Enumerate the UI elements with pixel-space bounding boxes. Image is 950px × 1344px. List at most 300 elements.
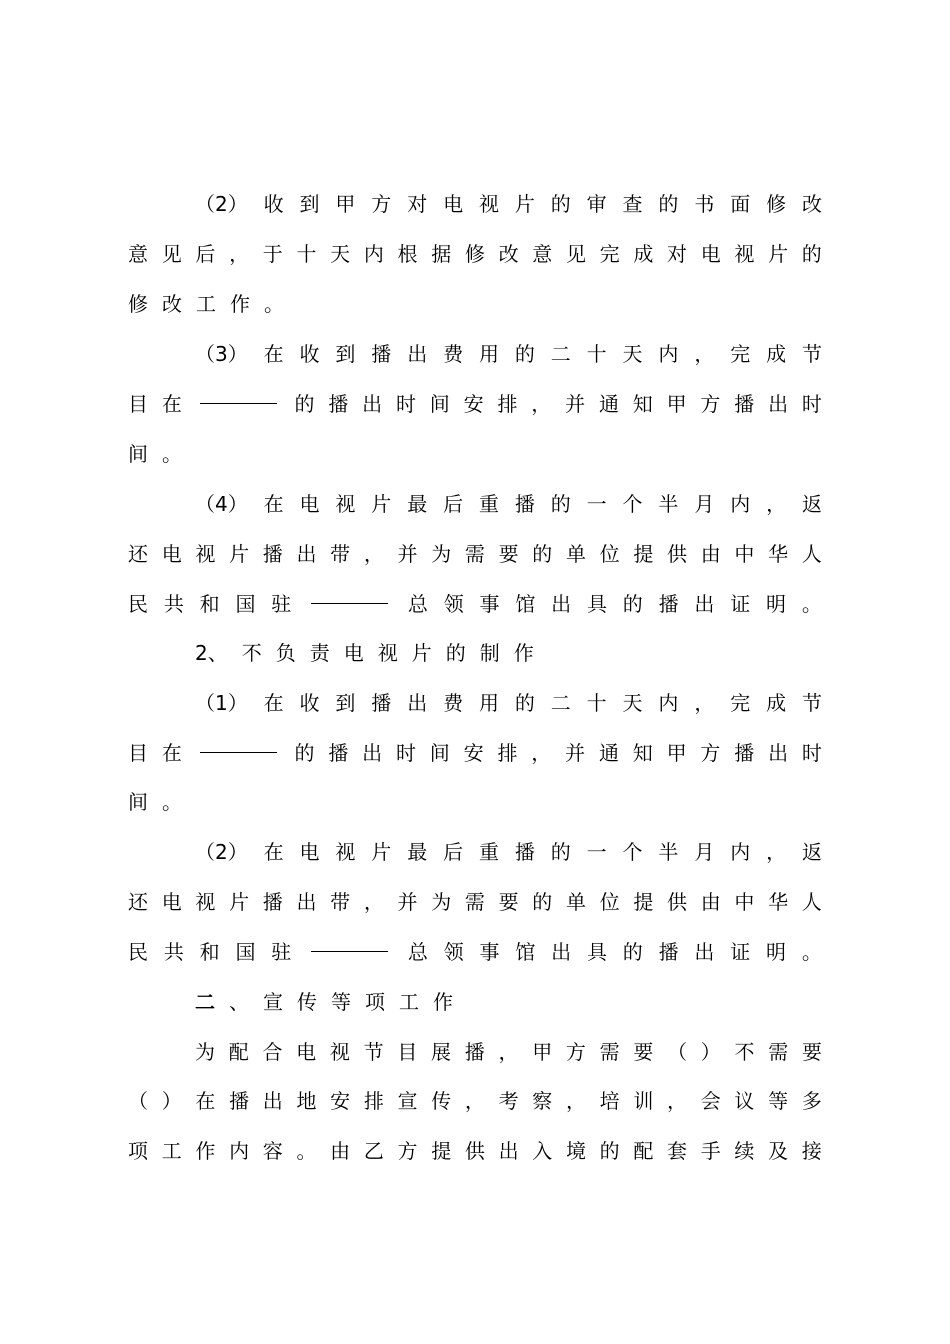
text-line bbox=[128, 785, 822, 819]
text-glyph: 续 bbox=[734, 1139, 755, 1163]
text-glyph: 内 bbox=[363, 242, 384, 266]
text-glyph: 在 bbox=[263, 691, 284, 715]
text-glyph: 带 bbox=[330, 542, 351, 566]
text-glyph: 配 bbox=[633, 1139, 654, 1163]
text-line bbox=[195, 686, 822, 720]
text-glyph: 传 bbox=[431, 1089, 452, 1113]
text-glyph: 电 bbox=[299, 840, 320, 864]
text-glyph: 领 bbox=[443, 592, 464, 616]
text-glyph: 间 bbox=[429, 741, 450, 765]
text-glyph: 间 bbox=[128, 790, 148, 814]
text-glyph: 的 bbox=[658, 192, 679, 216]
text-glyph: 等 bbox=[768, 1089, 789, 1113]
text-glyph: 通 bbox=[598, 741, 619, 765]
text-glyph: 接 bbox=[801, 1139, 822, 1163]
text-glyph: 提 bbox=[633, 890, 654, 914]
text-glyph: 内 bbox=[730, 840, 751, 864]
text-glyph: 为 bbox=[431, 890, 452, 914]
text-glyph: 工 bbox=[161, 1139, 182, 1163]
text-glyph: 2、 bbox=[195, 641, 228, 665]
fill-in-blank bbox=[200, 730, 277, 753]
text-glyph: 项 bbox=[365, 990, 385, 1014]
text-glyph: 要 bbox=[498, 890, 519, 914]
text-glyph: ， bbox=[363, 542, 384, 566]
text-glyph: 意 bbox=[128, 242, 148, 266]
text-glyph: 视 bbox=[195, 542, 216, 566]
text-glyph: 出 bbox=[362, 741, 383, 765]
text-line bbox=[195, 487, 822, 521]
text-glyph: 见 bbox=[565, 242, 586, 266]
text-glyph: 宣 bbox=[397, 1089, 418, 1113]
text-glyph: 责 bbox=[309, 641, 330, 665]
text-glyph: 完 bbox=[730, 342, 751, 366]
text-glyph: 共 bbox=[163, 592, 184, 616]
text-glyph: 出 bbox=[768, 392, 789, 416]
text-glyph: 察 bbox=[532, 1089, 553, 1113]
text-glyph: ） bbox=[700, 1040, 721, 1064]
text-glyph: 播 bbox=[658, 940, 679, 964]
text-glyph: ， bbox=[531, 392, 552, 416]
text-line bbox=[195, 187, 822, 221]
text-glyph: 需 bbox=[464, 542, 485, 566]
text-glyph: 需 bbox=[768, 1040, 789, 1064]
text-glyph: 二 bbox=[550, 691, 571, 715]
text-glyph: 的 bbox=[550, 492, 571, 516]
text-glyph: 电 bbox=[296, 1040, 317, 1064]
text-line bbox=[128, 287, 822, 321]
text-glyph: 成 bbox=[766, 342, 787, 366]
text-glyph: 播 bbox=[371, 691, 392, 715]
text-glyph: 为 bbox=[431, 542, 452, 566]
text-glyph: 等 bbox=[331, 990, 351, 1014]
text-glyph: 为 bbox=[195, 1040, 215, 1064]
text-glyph: 和 bbox=[199, 592, 220, 616]
text-glyph: 人 bbox=[801, 542, 822, 566]
text-glyph: 。 bbox=[162, 442, 182, 466]
text-glyph: 电 bbox=[161, 542, 182, 566]
text-glyph: ， bbox=[766, 492, 787, 516]
text-glyph: 完 bbox=[599, 242, 620, 266]
text-glyph: 见 bbox=[161, 242, 182, 266]
text-glyph: 容 bbox=[262, 1139, 283, 1163]
text-glyph: 在 bbox=[161, 392, 182, 416]
text-glyph: 片 bbox=[371, 492, 392, 516]
text-glyph: 甲 bbox=[532, 1040, 553, 1064]
text-glyph: 电 bbox=[161, 890, 182, 914]
text-glyph: （2） bbox=[195, 192, 248, 216]
text-glyph: 视 bbox=[734, 242, 755, 266]
text-glyph: 视 bbox=[335, 492, 356, 516]
text-glyph: 在 bbox=[161, 741, 182, 765]
text-glyph: 多 bbox=[801, 1089, 822, 1113]
text-glyph: 视 bbox=[478, 192, 499, 216]
text-glyph: 半 bbox=[658, 492, 679, 516]
text-glyph: 需 bbox=[599, 1040, 620, 1064]
text-line bbox=[128, 885, 822, 919]
text-glyph: （ bbox=[667, 1040, 688, 1064]
text-glyph: 对 bbox=[407, 192, 428, 216]
text-glyph: 中 bbox=[734, 542, 755, 566]
text-glyph: 最 bbox=[407, 840, 428, 864]
text-glyph: 。 bbox=[801, 940, 822, 964]
text-glyph: 片 bbox=[514, 192, 535, 216]
text-glyph: 收 bbox=[299, 691, 320, 715]
text-glyph: 需 bbox=[464, 890, 485, 914]
text-glyph: 费 bbox=[443, 342, 464, 366]
text-glyph: 收 bbox=[299, 342, 320, 366]
text-glyph: 成 bbox=[766, 691, 787, 715]
text-glyph: 电 bbox=[443, 192, 464, 216]
text-line bbox=[128, 935, 822, 969]
text-glyph: 修 bbox=[128, 292, 148, 316]
text-glyph: 。 bbox=[801, 592, 822, 616]
text-glyph: 馆 bbox=[515, 940, 536, 964]
text-line bbox=[128, 537, 822, 571]
text-glyph: 二 bbox=[195, 990, 215, 1014]
text-glyph: 通 bbox=[598, 392, 619, 416]
text-glyph: 民 bbox=[128, 592, 148, 616]
text-glyph: 境 bbox=[565, 1139, 586, 1163]
text-line bbox=[195, 337, 822, 371]
text-glyph: 中 bbox=[734, 890, 755, 914]
text-glyph: 馆 bbox=[515, 592, 536, 616]
text-glyph: 和 bbox=[199, 940, 220, 964]
text-glyph: 在 bbox=[263, 342, 284, 366]
text-glyph: 驻 bbox=[271, 592, 292, 616]
text-glyph: 费 bbox=[443, 691, 464, 715]
text-glyph: 的 bbox=[622, 592, 643, 616]
text-glyph: 视 bbox=[335, 840, 356, 864]
text-glyph: 甲 bbox=[666, 392, 687, 416]
text-glyph: 播 bbox=[734, 741, 755, 765]
text-glyph: 方 bbox=[700, 392, 721, 416]
text-glyph: （ bbox=[128, 1089, 148, 1113]
text-line bbox=[195, 985, 822, 1019]
text-line bbox=[128, 1134, 822, 1168]
fill-in-blank bbox=[311, 581, 388, 604]
text-glyph: 个 bbox=[622, 492, 643, 516]
text-line bbox=[195, 1035, 822, 1069]
text-glyph: 十 bbox=[296, 242, 317, 266]
text-glyph: 由 bbox=[700, 542, 721, 566]
text-glyph: 节 bbox=[363, 1040, 384, 1064]
text-glyph: 改 bbox=[162, 292, 182, 316]
text-glyph: 收 bbox=[263, 192, 284, 216]
text-glyph: 甲 bbox=[335, 192, 356, 216]
text-glyph: 排 bbox=[497, 392, 518, 416]
text-glyph: 天 bbox=[330, 242, 351, 266]
text-glyph: （3） bbox=[195, 342, 248, 366]
text-glyph: 到 bbox=[335, 342, 356, 366]
text-glyph: 手 bbox=[700, 1139, 721, 1163]
text-glyph: 的 bbox=[550, 192, 571, 216]
text-glyph: 安 bbox=[463, 741, 484, 765]
text-glyph: 作 bbox=[513, 641, 534, 665]
text-line bbox=[128, 437, 822, 471]
text-glyph: 明 bbox=[766, 592, 786, 616]
text-glyph: 十 bbox=[586, 342, 607, 366]
text-glyph: 并 bbox=[397, 890, 418, 914]
text-glyph: 视 bbox=[329, 1040, 350, 1064]
text-glyph: 的 bbox=[801, 242, 822, 266]
text-glyph: 还 bbox=[128, 890, 148, 914]
text-glyph: 于 bbox=[262, 242, 283, 266]
text-glyph: 意 bbox=[532, 242, 553, 266]
text-glyph: （4） bbox=[195, 492, 248, 516]
text-glyph: 知 bbox=[632, 392, 653, 416]
text-glyph: 用 bbox=[478, 691, 499, 715]
text-glyph: 电 bbox=[343, 641, 364, 665]
text-glyph: 单 bbox=[565, 890, 586, 914]
text-glyph: 月 bbox=[694, 492, 715, 516]
text-glyph: 播 bbox=[328, 392, 349, 416]
text-glyph: ， bbox=[694, 691, 715, 715]
text-glyph: 总 bbox=[407, 940, 428, 964]
text-glyph: 内 bbox=[730, 492, 751, 516]
text-glyph: 方 bbox=[565, 1040, 586, 1064]
text-glyph: 内 bbox=[229, 1139, 250, 1163]
text-line bbox=[128, 736, 822, 770]
text-glyph: 完 bbox=[730, 691, 751, 715]
text-line bbox=[128, 587, 822, 621]
text-glyph: 在 bbox=[263, 492, 284, 516]
text-glyph: 。 bbox=[264, 292, 284, 316]
text-glyph: ， bbox=[766, 840, 787, 864]
text-glyph: 共 bbox=[163, 940, 184, 964]
text-glyph: 训 bbox=[633, 1089, 654, 1113]
text-glyph: 配 bbox=[228, 1040, 249, 1064]
text-glyph: 作 bbox=[230, 292, 250, 316]
text-glyph: 改 bbox=[498, 242, 519, 266]
text-glyph: 单 bbox=[565, 542, 586, 566]
text-glyph: 制 bbox=[479, 641, 500, 665]
text-glyph: 培 bbox=[599, 1089, 620, 1113]
text-glyph: 要 bbox=[801, 1040, 822, 1064]
text-glyph: ， bbox=[363, 890, 384, 914]
text-glyph: 电 bbox=[299, 492, 320, 516]
text-glyph: 出 bbox=[362, 392, 383, 416]
text-glyph: 片 bbox=[371, 840, 392, 864]
text-glyph: 播 bbox=[262, 542, 283, 566]
text-glyph: 电 bbox=[700, 242, 721, 266]
text-line bbox=[128, 1084, 822, 1118]
text-glyph: 。 bbox=[296, 1139, 317, 1163]
text-glyph: 一 bbox=[586, 840, 607, 864]
text-glyph: 事 bbox=[479, 940, 500, 964]
text-glyph: 不 bbox=[241, 641, 262, 665]
text-glyph: 出 bbox=[262, 1089, 283, 1113]
text-glyph: 间 bbox=[429, 392, 450, 416]
text-glyph: 事 bbox=[479, 592, 500, 616]
text-glyph: 时 bbox=[801, 741, 822, 765]
text-glyph: 不 bbox=[734, 1040, 755, 1064]
text-glyph: 并 bbox=[565, 392, 586, 416]
text-glyph: 排 bbox=[363, 1089, 384, 1113]
text-glyph: 议 bbox=[734, 1089, 755, 1113]
text-glyph: 成 bbox=[633, 242, 654, 266]
text-glyph: 十 bbox=[586, 691, 607, 715]
text-glyph: 查 bbox=[622, 192, 643, 216]
text-glyph: 、 bbox=[229, 990, 249, 1014]
text-line bbox=[128, 237, 822, 271]
text-glyph: 安 bbox=[463, 392, 484, 416]
text-glyph: 改 bbox=[801, 192, 822, 216]
text-glyph: 甲 bbox=[666, 741, 687, 765]
text-glyph: 片 bbox=[411, 641, 432, 665]
text-glyph: 播 bbox=[734, 392, 755, 416]
text-glyph: 供 bbox=[464, 1139, 485, 1163]
text-glyph: 播 bbox=[262, 890, 283, 914]
text-glyph: ， bbox=[694, 342, 715, 366]
text-glyph: 位 bbox=[599, 542, 620, 566]
text-glyph: 作 bbox=[433, 990, 453, 1014]
text-glyph: 及 bbox=[768, 1139, 789, 1163]
text-glyph: 会 bbox=[700, 1089, 721, 1113]
text-glyph: 提 bbox=[431, 1139, 452, 1163]
text-glyph: ） bbox=[161, 1089, 182, 1113]
text-line bbox=[195, 636, 822, 670]
text-glyph: 的 bbox=[599, 1139, 620, 1163]
text-glyph: 方 bbox=[700, 741, 721, 765]
fill-in-blank bbox=[200, 381, 277, 404]
text-glyph: 要 bbox=[498, 542, 519, 566]
text-glyph: 出 bbox=[694, 592, 715, 616]
text-glyph: 具 bbox=[586, 940, 607, 964]
text-glyph: 天 bbox=[622, 691, 643, 715]
text-glyph: 修 bbox=[464, 242, 485, 266]
text-glyph: 时 bbox=[801, 392, 822, 416]
text-glyph: 在 bbox=[195, 1089, 216, 1113]
text-glyph: 提 bbox=[633, 542, 654, 566]
text-glyph: 时 bbox=[395, 392, 416, 416]
text-glyph: 修 bbox=[766, 192, 787, 216]
text-glyph: 的 bbox=[532, 542, 553, 566]
text-glyph: 国 bbox=[235, 940, 256, 964]
text-glyph: 一 bbox=[586, 492, 607, 516]
text-glyph: 工 bbox=[196, 292, 216, 316]
text-glyph: 华 bbox=[768, 542, 789, 566]
text-glyph: ， bbox=[667, 1089, 687, 1113]
text-glyph: 节 bbox=[801, 691, 822, 715]
text-glyph: 片 bbox=[768, 242, 789, 266]
text-glyph: 的 bbox=[445, 641, 466, 665]
text-glyph: 出 bbox=[296, 542, 317, 566]
text-glyph: 方 bbox=[397, 1139, 418, 1163]
text-glyph: 宣 bbox=[263, 990, 283, 1014]
text-glyph: 供 bbox=[667, 890, 687, 914]
text-glyph: 传 bbox=[297, 990, 317, 1014]
text-glyph: 的 bbox=[294, 741, 315, 765]
text-glyph: 考 bbox=[498, 1089, 519, 1113]
text-glyph: 半 bbox=[658, 840, 679, 864]
text-glyph: 的 bbox=[532, 890, 553, 914]
fill-in-blank bbox=[311, 929, 388, 952]
text-glyph: 证 bbox=[730, 940, 751, 964]
text-glyph: 要 bbox=[633, 1040, 654, 1064]
text-glyph: 到 bbox=[299, 192, 320, 216]
text-glyph: 根 bbox=[397, 242, 418, 266]
text-glyph: 目 bbox=[128, 392, 148, 416]
text-glyph: 合 bbox=[262, 1040, 283, 1064]
text-glyph: 播 bbox=[514, 840, 535, 864]
text-glyph: 由 bbox=[700, 890, 721, 914]
text-glyph: 明 bbox=[766, 940, 786, 964]
text-line bbox=[128, 387, 822, 421]
text-glyph: 后 bbox=[443, 840, 464, 864]
text-glyph: 供 bbox=[667, 542, 687, 566]
text-glyph: 个 bbox=[622, 840, 643, 864]
text-glyph: 地 bbox=[296, 1089, 317, 1113]
text-glyph: 后 bbox=[195, 242, 216, 266]
text-glyph: 返 bbox=[801, 840, 822, 864]
text-glyph: ， bbox=[498, 1040, 519, 1064]
text-glyph: 领 bbox=[443, 940, 464, 964]
text-glyph: 重 bbox=[478, 840, 499, 864]
text-glyph: 到 bbox=[335, 691, 356, 715]
text-glyph: 套 bbox=[667, 1139, 687, 1163]
text-glyph: 国 bbox=[235, 592, 256, 616]
text-glyph: 审 bbox=[586, 192, 607, 216]
text-glyph: 驻 bbox=[271, 940, 292, 964]
text-glyph: 出 bbox=[407, 342, 428, 366]
text-glyph: 的 bbox=[514, 342, 535, 366]
text-glyph: 出 bbox=[407, 691, 428, 715]
text-glyph: 内 bbox=[658, 691, 679, 715]
text-glyph: 作 bbox=[195, 1139, 216, 1163]
text-glyph: ， bbox=[229, 242, 250, 266]
text-glyph: 月 bbox=[694, 840, 715, 864]
text-glyph: 由 bbox=[330, 1139, 351, 1163]
text-glyph: 播 bbox=[328, 741, 349, 765]
text-glyph: 入 bbox=[532, 1139, 553, 1163]
text-glyph: 播 bbox=[464, 1040, 485, 1064]
text-glyph: 在 bbox=[263, 840, 284, 864]
text-glyph: ， bbox=[531, 741, 552, 765]
text-glyph: 用 bbox=[478, 342, 499, 366]
text-glyph: 总 bbox=[407, 592, 428, 616]
text-glyph: 并 bbox=[565, 741, 586, 765]
text-glyph: 的 bbox=[622, 940, 643, 964]
text-glyph: 视 bbox=[195, 890, 216, 914]
text-glyph: 片 bbox=[229, 542, 250, 566]
text-glyph: 方 bbox=[371, 192, 392, 216]
text-glyph: 后 bbox=[443, 492, 464, 516]
text-glyph: 出 bbox=[768, 741, 789, 765]
text-glyph: 出 bbox=[551, 940, 572, 964]
text-glyph: 节 bbox=[801, 342, 822, 366]
text-glyph: 面 bbox=[730, 192, 751, 216]
text-glyph: 乙 bbox=[363, 1139, 384, 1163]
text-glyph: 视 bbox=[377, 641, 398, 665]
text-glyph: 播 bbox=[658, 592, 679, 616]
text-glyph: 播 bbox=[514, 492, 535, 516]
text-glyph: 工 bbox=[399, 990, 419, 1014]
text-glyph: 带 bbox=[330, 890, 351, 914]
text-glyph: 负 bbox=[275, 641, 296, 665]
text-line bbox=[195, 835, 822, 869]
text-glyph: 据 bbox=[431, 242, 452, 266]
text-glyph: 出 bbox=[296, 890, 317, 914]
text-glyph: 内 bbox=[658, 342, 679, 366]
text-glyph: 播 bbox=[229, 1089, 250, 1113]
text-glyph: 排 bbox=[497, 741, 518, 765]
text-glyph: 的 bbox=[514, 691, 535, 715]
text-glyph: 出 bbox=[551, 592, 572, 616]
text-glyph: 的 bbox=[550, 840, 571, 864]
text-glyph: 播 bbox=[371, 342, 392, 366]
text-glyph: 民 bbox=[128, 940, 148, 964]
text-glyph: 间 bbox=[128, 442, 148, 466]
